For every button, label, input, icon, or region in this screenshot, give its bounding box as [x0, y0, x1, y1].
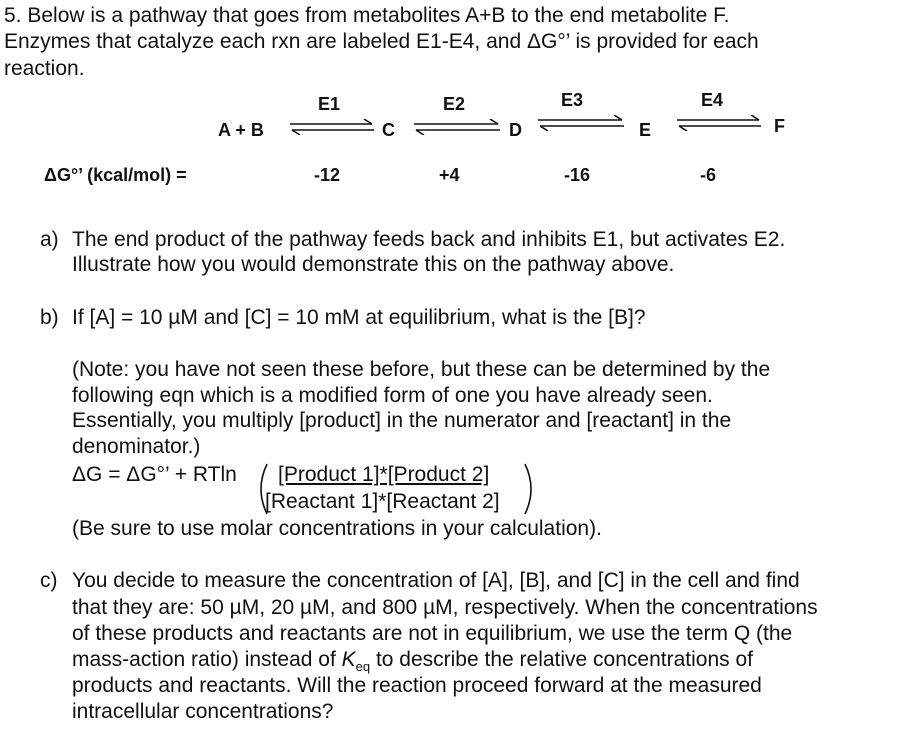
equation-denominator: [Reactant 1]*[Reactant 2]: [265, 490, 500, 513]
part-a-marker: a): [40, 228, 59, 251]
reactant-a-plus-b: A + B: [218, 120, 264, 140]
delta-g-label: ΔG°’ (kcal/mol) =: [44, 165, 187, 185]
k-subscript: eq: [355, 659, 371, 675]
delta-g-value: -16: [564, 165, 591, 185]
equation-numerator: [Product 1]*[Product 2]: [278, 463, 490, 486]
equilibrium-arrow: [290, 119, 374, 135]
part-b-note-2: following eqn which is a modified form of one you have already seen.: [72, 384, 713, 407]
metabolite-label: F: [774, 116, 785, 136]
part-c-line-6: intracellular concentrations?: [72, 700, 334, 723]
metabolite-label: C: [382, 120, 395, 140]
part-b-note-1: (Note: you have not seen these before, but these can be determined by the: [72, 358, 771, 381]
part-a-line-2: Illustrate how you would demonstrate this on the pathway above.: [72, 253, 675, 276]
part-b-note-3: Essentially, you multiply [product] in the numerator and [reactant] in the: [72, 409, 732, 432]
delta-g-value: -6: [700, 165, 717, 185]
enzyme-label: E4: [701, 90, 724, 110]
question-line-3: reaction.: [4, 57, 85, 80]
part-c-line-1: You decide to measure the concentration of [A], [B], and [C] in the cell and find: [72, 569, 800, 592]
part-a-line-1: The end product of the pathway feeds back and inhibits E1, but activates E2.: [72, 228, 786, 251]
part-b-marker: b): [40, 306, 59, 329]
part-b-note-4: denominator.): [72, 435, 201, 458]
part-b-reminder: (Be sure to use molar concentrations in your calculation).: [72, 517, 602, 540]
part-c-line-4-start: mass-action ratio) instead of: [72, 648, 342, 671]
equilibrium-arrow: [538, 115, 624, 131]
question-line-1: 5. Below is a pathway that goes from metabolites A+B to the end metabolite F.: [4, 4, 730, 27]
part-c-line-2: that they are: 50 µM, 20 µM, and 800 µM, respectively. When the concentrations: [72, 596, 818, 619]
enzyme-label: E2: [443, 94, 466, 114]
equation-lhs: ΔG = ΔG°’ + RTln: [72, 463, 237, 486]
enzyme-label: E1: [318, 94, 341, 114]
part-c-line-4-end: to describe the relative concentrations of: [370, 648, 753, 671]
part-c-line-5: products and reactants. Will the reaction proceed forward at the measured: [72, 674, 762, 697]
equilibrium-arrow: [414, 119, 500, 135]
equilibrium-arrow: [677, 115, 761, 131]
delta-g-value: +4: [439, 165, 460, 185]
part-c-marker: c): [40, 569, 58, 592]
metabolite-label: E: [639, 120, 652, 140]
part-c-line-3: of these products and reactants are not in equilibrium, we use the term Q (the: [72, 622, 793, 645]
right-parenthesis: [522, 462, 538, 516]
metabolite-label: D: [509, 120, 522, 140]
part-b-question: If [A] = 10 µM and [C] = 10 mM at equilibrium, what is the [B]?: [72, 306, 646, 329]
enzyme-label: E3: [561, 90, 584, 110]
delta-g-value: -12: [314, 165, 341, 185]
k-symbol: K: [341, 648, 356, 671]
question-line-2: Enzymes that catalyze each rxn are labeled E1-E4, and ΔG°’ is provided for each: [4, 30, 759, 53]
